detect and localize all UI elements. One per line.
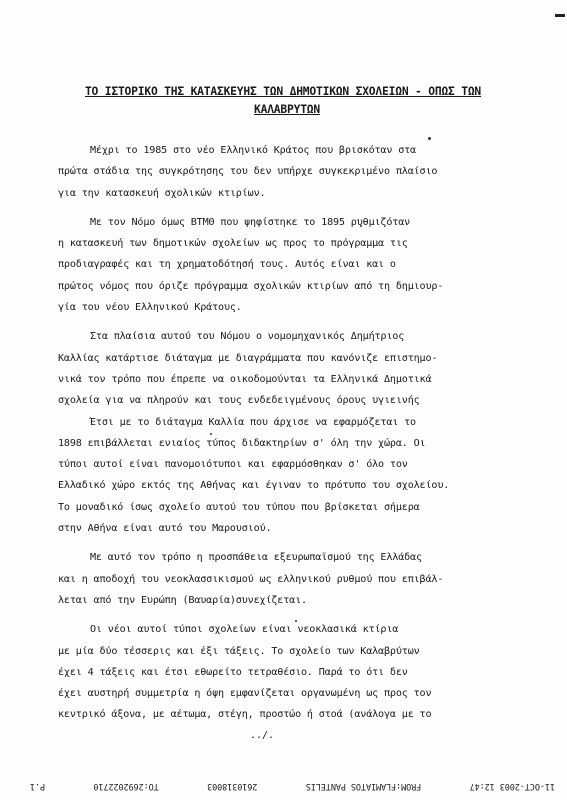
continuation-mark: ../. <box>250 730 275 741</box>
text-line: Έτσι με το διάταγμα Καλλία που άρχισε να εφαρμόζεται το <box>90 416 416 428</box>
text-line: τύποι αυτοί είναι πανομοιότυποι και εφαρμόσθηκαν σ' όλο τον <box>58 459 408 471</box>
text-line: έχει 4 τάξεις και έτσι εθωρείτο τετραθέσιο. Παρά το ότι δεν <box>58 666 408 678</box>
fax-to: TO:2692022710 <box>93 781 159 791</box>
text-line: σχολεία για να πληρούν και τους ενδεδειγμένους όρους υγιεινής <box>58 395 420 407</box>
text-line: πρώτος νόμος που όριζε πρόγραμμα σχολικών κτιρίων από τη δημιουρ- <box>58 280 444 292</box>
text-line: λεται από την Ευρώπη (Βαυαρία)συνεχίζεται. <box>58 594 307 606</box>
text-line: έχει αυστηρή συμμετρία η όψη εμφανίζεται οργανωμένη ως προς τον <box>58 688 432 700</box>
text-line: η κατασκευή των δημοτικών σχολείων ως προς το πρόγραμμα τις <box>58 238 408 250</box>
title-line-2: ΚΑΛΑΒΡΥΤΩΝ <box>254 103 321 116</box>
title-line-1: ΤΟ ΙΣΤΟΡΙΚΟ ΤΗΣ ΚΑΤΑΣΚΕΥΗΣ ΤΩΝ ΔΗΜΟΤΙΚΩΝ ΣΧΟΛΕΙΩΝ - ΟΠΩΣ ΤΩΝ <box>84 85 482 98</box>
fax-from: FROM:FLAMIATOS PANTELIS <box>305 781 422 791</box>
document-title <box>58 83 508 119</box>
text-line: 1898 επιβάλλεται ενιαίος τύπος διδακτηρίων σ' όλη την χώρα. Οι <box>58 437 426 449</box>
text-line: νικά τον τρόπο που έπρεπε να οικοδομούνται τα Ελληνικά Δημοτικά <box>58 373 432 385</box>
text-line: Μέχρι το 1985 στο νέο Ελληνικό Κράτος που βρισκόταν στα <box>90 145 416 156</box>
text-line: Οι νέοι αυτοί τύποι σχολείων είναι νεοκλασικά κτίρια <box>90 624 399 636</box>
fax-header-strip <box>30 775 555 791</box>
fax-page-number: P.1 <box>30 781 46 791</box>
text-line: Με αυτό τον τρόπο η προσπάθεια εξευρωπαϊσμού της Ελλάδας <box>90 552 422 564</box>
text-line: για την κατασκευή σχολικών κτιρίων. <box>58 187 266 199</box>
paragraph-1 <box>58 140 508 204</box>
paragraph-5 <box>58 619 508 725</box>
text-line: Το μοναδικό ίσως σχολείο αυτού του τύπου που βρίσκεται σήμερα <box>58 501 420 513</box>
scan-mark <box>555 14 565 17</box>
text-line: πρώτα στάδια της συγκρότησης του δεν υπήρχε συγκεκριμένο πλαίσιο <box>58 166 438 178</box>
text-line: Στα πλαίσια αυτού του Νόμου ο νομομηχανικός Δημήτριος <box>90 331 405 343</box>
text-line: προδιαγραφές και τη χρηματοδότησή τους. Αυτός είναι και ο <box>58 259 396 271</box>
text-line: γία του νέου Ελληνικού Κράτους. <box>58 302 242 314</box>
text-line: κεντρικό άξονα, με αέτωμα, στέγη, προστώο ή στοά (ανάλογα με το <box>58 709 432 721</box>
text-line: Ελλαδικό χώρο εκτός της Αθήνας και έγιναν το πρότυπο του σχολείου. <box>58 480 450 492</box>
text-line: Με τον Νόμο όμως ΒΤΜΘ που ψηφίστηκε το 1895 ρυθμιζόταν <box>90 216 411 228</box>
text-line: Καλλίας κατάρτισε διάταγμα με διαγράμματα που κανόνιζε επιστημο- <box>58 352 438 364</box>
paragraph-4 <box>58 547 508 611</box>
text-line: στην Αθήνα είναι αυτό του Μαρουσιού. <box>58 523 272 535</box>
paragraph-2 <box>58 212 508 318</box>
fax-from-number: 2610318003 <box>207 781 258 791</box>
text-line: με μία δύο τέσσερις και έξι τάξεις. Το σχολείο των Καλαβρύτων <box>58 645 420 657</box>
fax-datetime: 11-OCT-2003 12:47 <box>469 781 555 791</box>
text-line: και η αποδοχή του νεοκλασσικισμού ως ελληνικού ρυθμού που επιβάλ- <box>58 573 444 585</box>
paragraph-3 <box>58 326 508 539</box>
document-body <box>58 140 508 726</box>
